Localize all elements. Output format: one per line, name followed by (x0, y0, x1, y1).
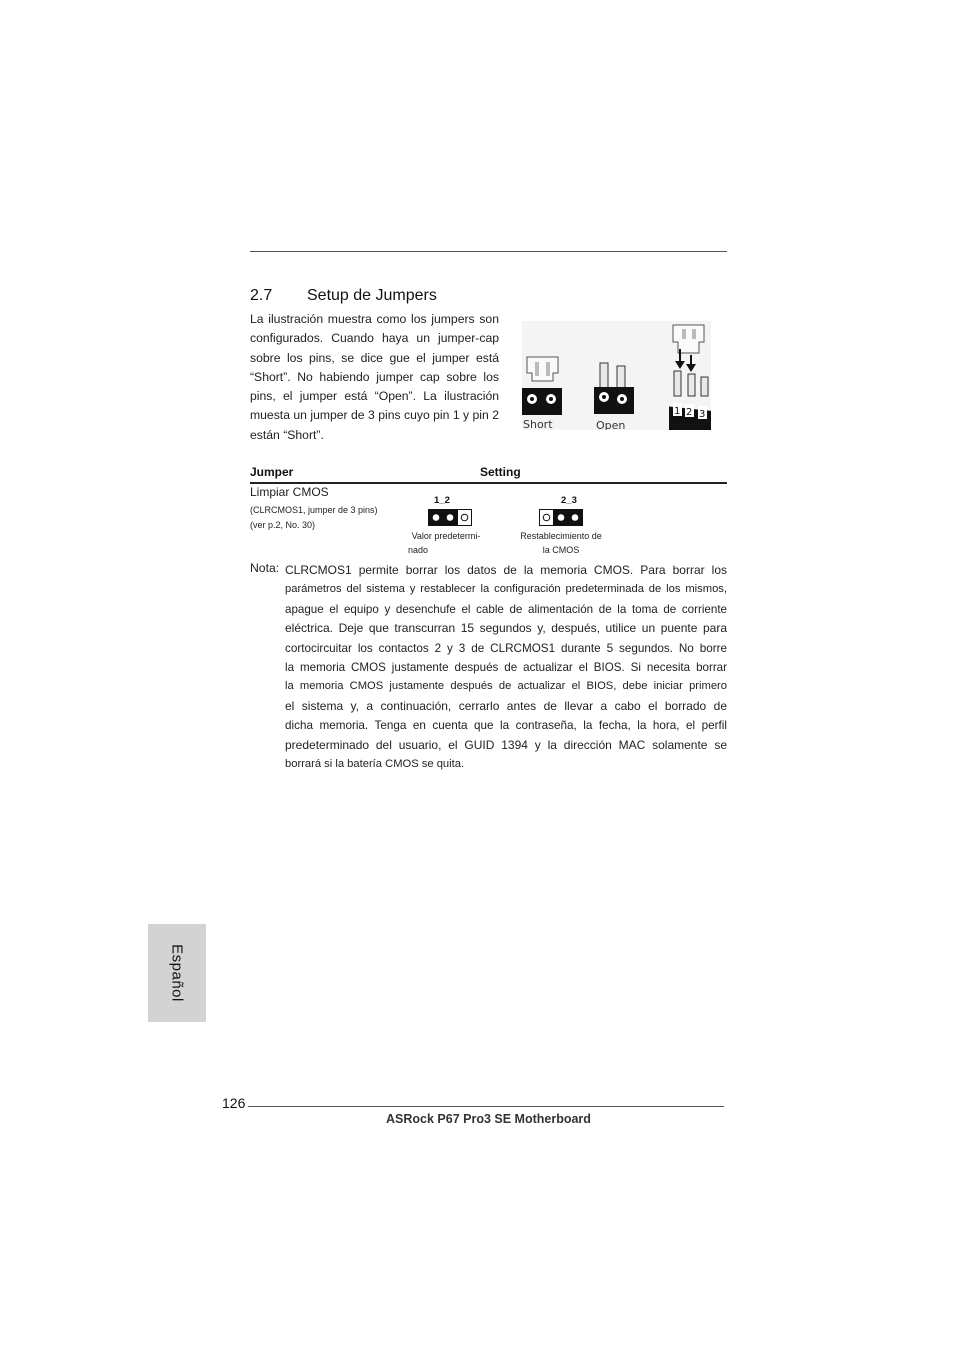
table-header-setting: Setting (480, 465, 521, 479)
jumper-detail: (CLRCMOS1, jumper de 3 pins) (250, 505, 378, 515)
note-line: la memoria CMOS justamente después de actualizar el BIOS. Si necesita borrar (285, 661, 727, 675)
pin-1-label: 1 (674, 406, 681, 417)
setting2-caption: Restablecimiento de la CMOS (520, 531, 602, 555)
section-heading (250, 287, 437, 305)
jumper-name: Limpiar CMOS (250, 485, 329, 499)
short-label: Short (523, 418, 553, 430)
arrow-down-icon (675, 361, 685, 369)
note-body (285, 561, 727, 774)
short-jumper (522, 357, 562, 415)
setting1-pins-label: 1_2 (434, 495, 450, 506)
note-label: Nota: (250, 561, 280, 575)
table-header-jumper: Jumper (250, 465, 294, 479)
pin-2-label: 2 (686, 407, 693, 418)
note-line: cortocircuitar los contactos 2 y 3 de CLRCMOS1 durante 5 segundos. No borre (285, 641, 727, 655)
section-number: 2.7 (250, 287, 273, 304)
jumper-illustration (522, 321, 711, 430)
footer-product-name: ASRock P67 Pro3 SE Motherboard (386, 1112, 591, 1126)
note-line: la memoria CMOS justamente después de actualizar el BIOS, debe iniciar primero (285, 680, 727, 693)
top-rule (250, 251, 727, 252)
setting2-pins-label: 2_3 (561, 495, 577, 506)
language-tab (148, 924, 206, 1022)
note-line: dicha memoria. Tenga en cuenta que la contraseña, la fecha, la hora, el perfil (285, 719, 727, 733)
arrow-down-icon (686, 364, 696, 372)
language-tab-label: Español (168, 944, 186, 1002)
open-label: Open (596, 419, 626, 430)
open-jumper (594, 363, 634, 414)
footer-rule (248, 1106, 724, 1107)
note-line: borrará si la batería CMOS se quita. (285, 758, 465, 771)
setting2-pin-diagram (539, 509, 584, 531)
setting1-pin-diagram (428, 509, 473, 531)
page-number: 126 (222, 1095, 246, 1111)
note-line: el sistema y, a continuación, cerrarlo antes de llevar a cabo el borrado de (285, 698, 727, 713)
jumper-reference: (ver p.2, No. 30) (250, 520, 316, 530)
section-title: Setup de Jumpers (307, 287, 437, 304)
intro-paragraph: La ilustración muestra como los jumpers son configurados. Cuando haya un jumper-cap sobre los pins, se dice gue el jumper está “Short”. No habiendo jumper cap sobre los pins, el jumper está “Open”. La ilustración muesta un jumper de 3 pins cuyo pin 1 y pin 2 están “Short”. (250, 312, 499, 442)
note-line: predeterminado del usuario, el GUID 1394 y la dirección MAC solamente se (285, 737, 727, 752)
note-line: parámetros del sistema y restablecer la configuración predeterminada de los mismos, (285, 583, 727, 596)
note-line: CLRCMOS1 permite borrar los datos de la memoria CMOS. Para borrar los (285, 563, 727, 577)
note-line: eléctrica. Deje que transcurran 15 segundos y, después, utilice un puente para (285, 621, 727, 636)
pin-3-label: 3 (699, 409, 706, 420)
jumper-diagram (522, 321, 711, 430)
setting1-caption: Valor predetermi- nado (408, 531, 481, 555)
note-line: apague el equipo y desenchufe el cable de alimentación de la toma de corriente (285, 602, 727, 616)
table-header-rule (250, 482, 727, 484)
